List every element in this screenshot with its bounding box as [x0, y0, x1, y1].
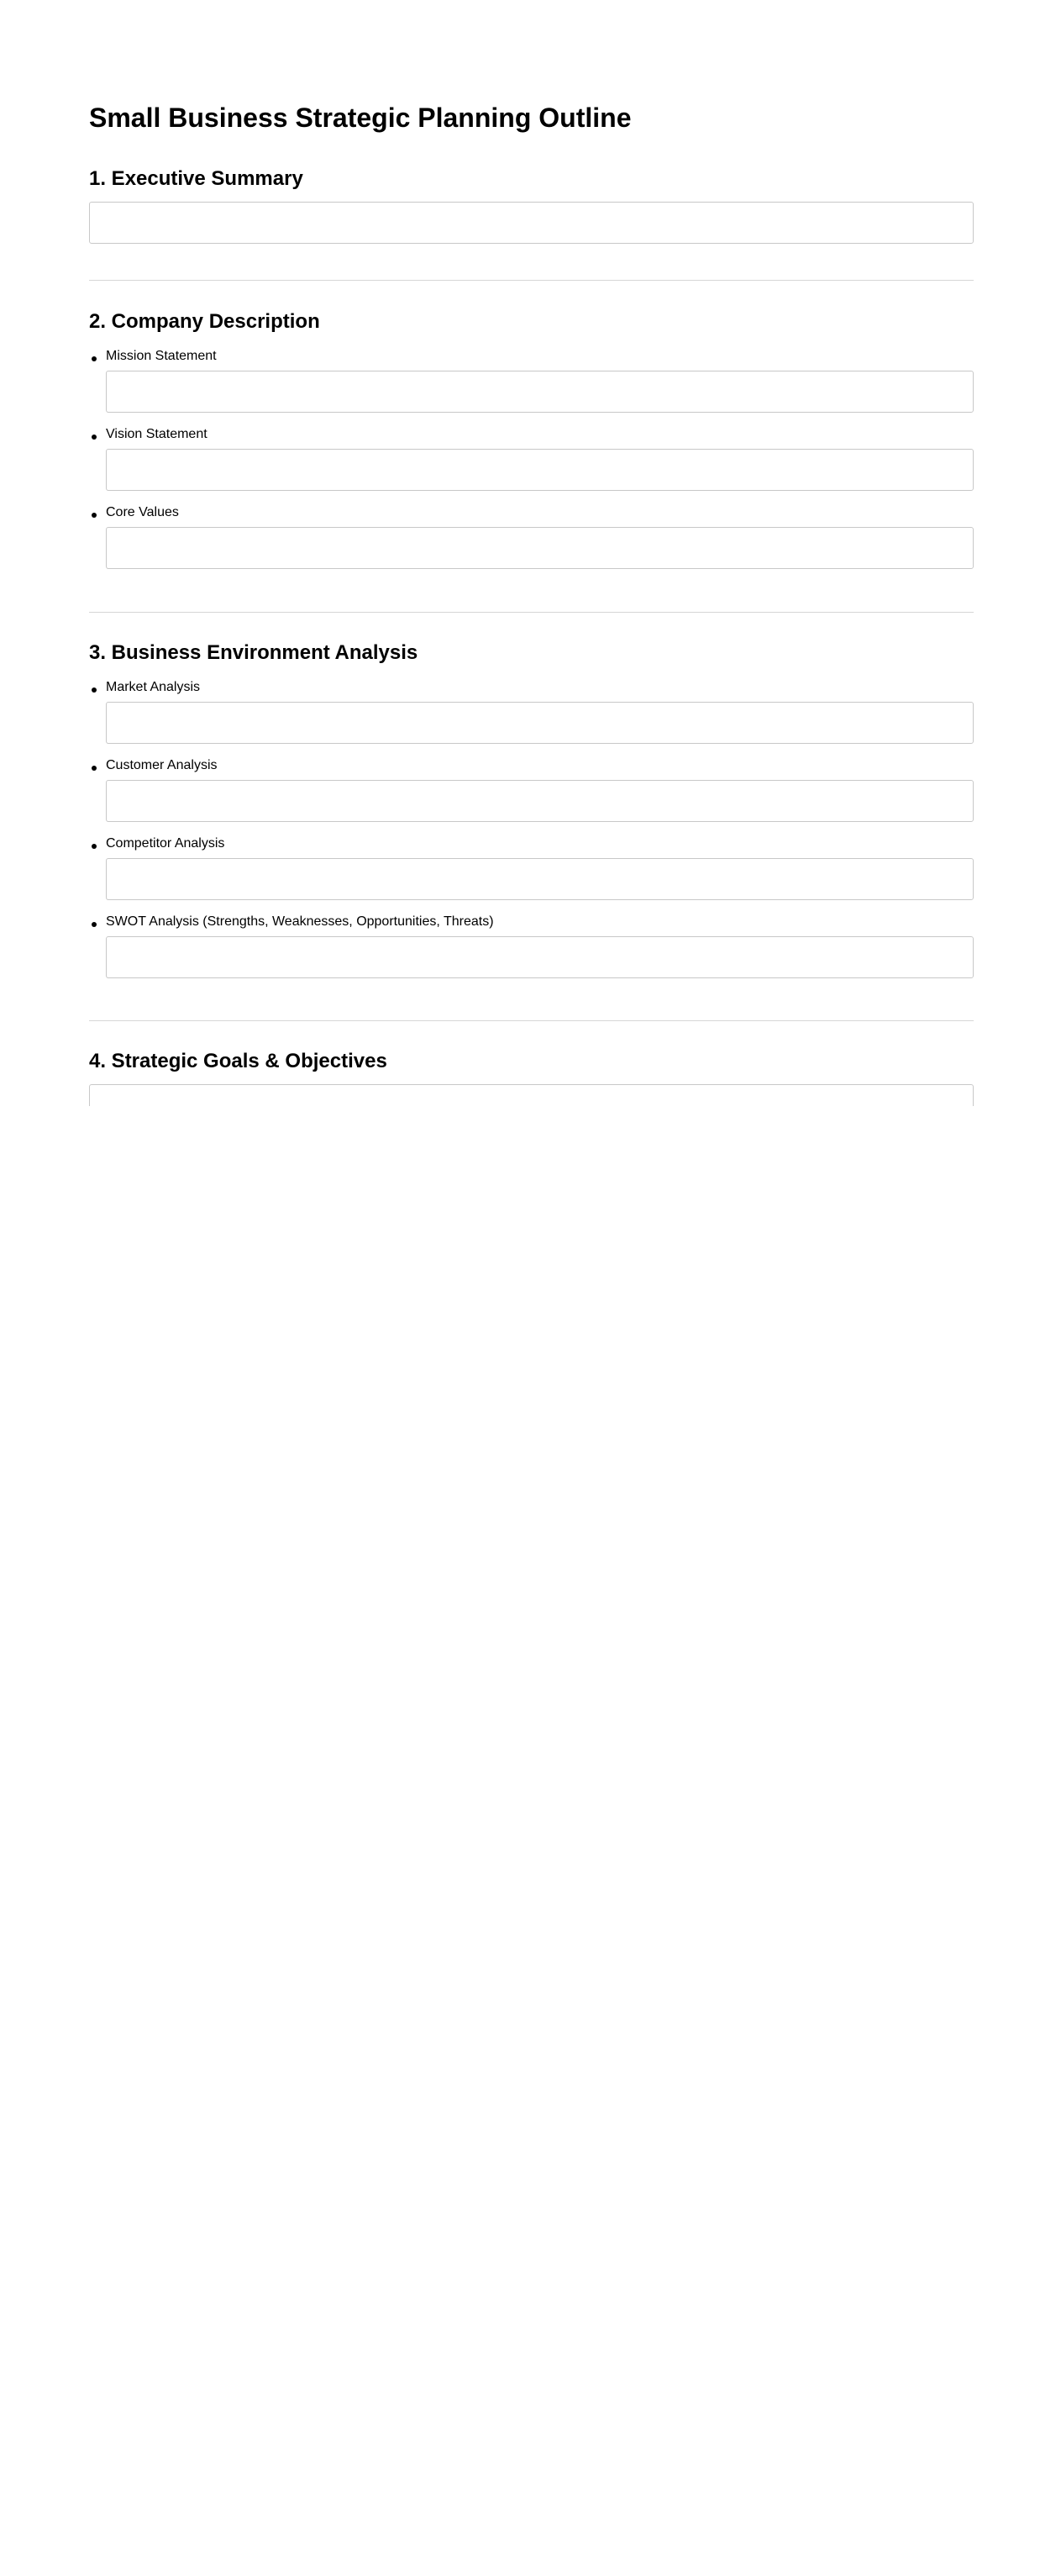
- bullet: [92, 356, 97, 361]
- section-divider: [89, 280, 974, 281]
- competitor-analysis-label: Competitor Analysis: [106, 836, 225, 851]
- page-title: Small Business Strategic Planning Outline: [89, 103, 632, 133]
- section-divider: [89, 1020, 974, 1021]
- section-title: 1. Executive Summary: [89, 167, 303, 190]
- section-title: 4. Strategic Goals & Objectives: [89, 1050, 387, 1072]
- section-divider: [89, 612, 974, 613]
- mission-statement-label: Mission Statement: [106, 349, 217, 363]
- bullet: [92, 766, 97, 771]
- market-analysis-label: Market Analysis: [106, 680, 201, 694]
- vision-statement-label: Vision Statement: [106, 427, 207, 441]
- competitor-analysis-input[interactable]: [106, 858, 974, 900]
- bullet: [92, 435, 97, 440]
- core-values-label: Core Values: [106, 505, 179, 519]
- bullet: [92, 844, 97, 849]
- mission-statement-input[interactable]: [106, 371, 974, 413]
- section-title: 2. Company Description: [89, 310, 320, 333]
- section-strategic-goals-objectives: [89, 1049, 974, 1106]
- bullet: [92, 922, 97, 927]
- swot-analysis-input[interactable]: [106, 936, 974, 978]
- core-values-input[interactable]: [106, 527, 974, 569]
- strategic-goals-input[interactable]: [89, 1084, 974, 1106]
- section-title: 3. Business Environment Analysis: [89, 641, 418, 664]
- executive-summary-input[interactable]: [89, 202, 974, 244]
- swot-analysis-label: SWOT Analysis (Strengths, Weaknesses, Opportunities, Threats): [106, 914, 494, 929]
- customer-analysis-input[interactable]: [106, 780, 974, 822]
- customer-analysis-label: Customer Analysis: [106, 758, 218, 772]
- vision-statement-input[interactable]: [106, 449, 974, 491]
- market-analysis-input[interactable]: [106, 702, 974, 744]
- bullet: [92, 687, 97, 693]
- bullet: [92, 513, 97, 518]
